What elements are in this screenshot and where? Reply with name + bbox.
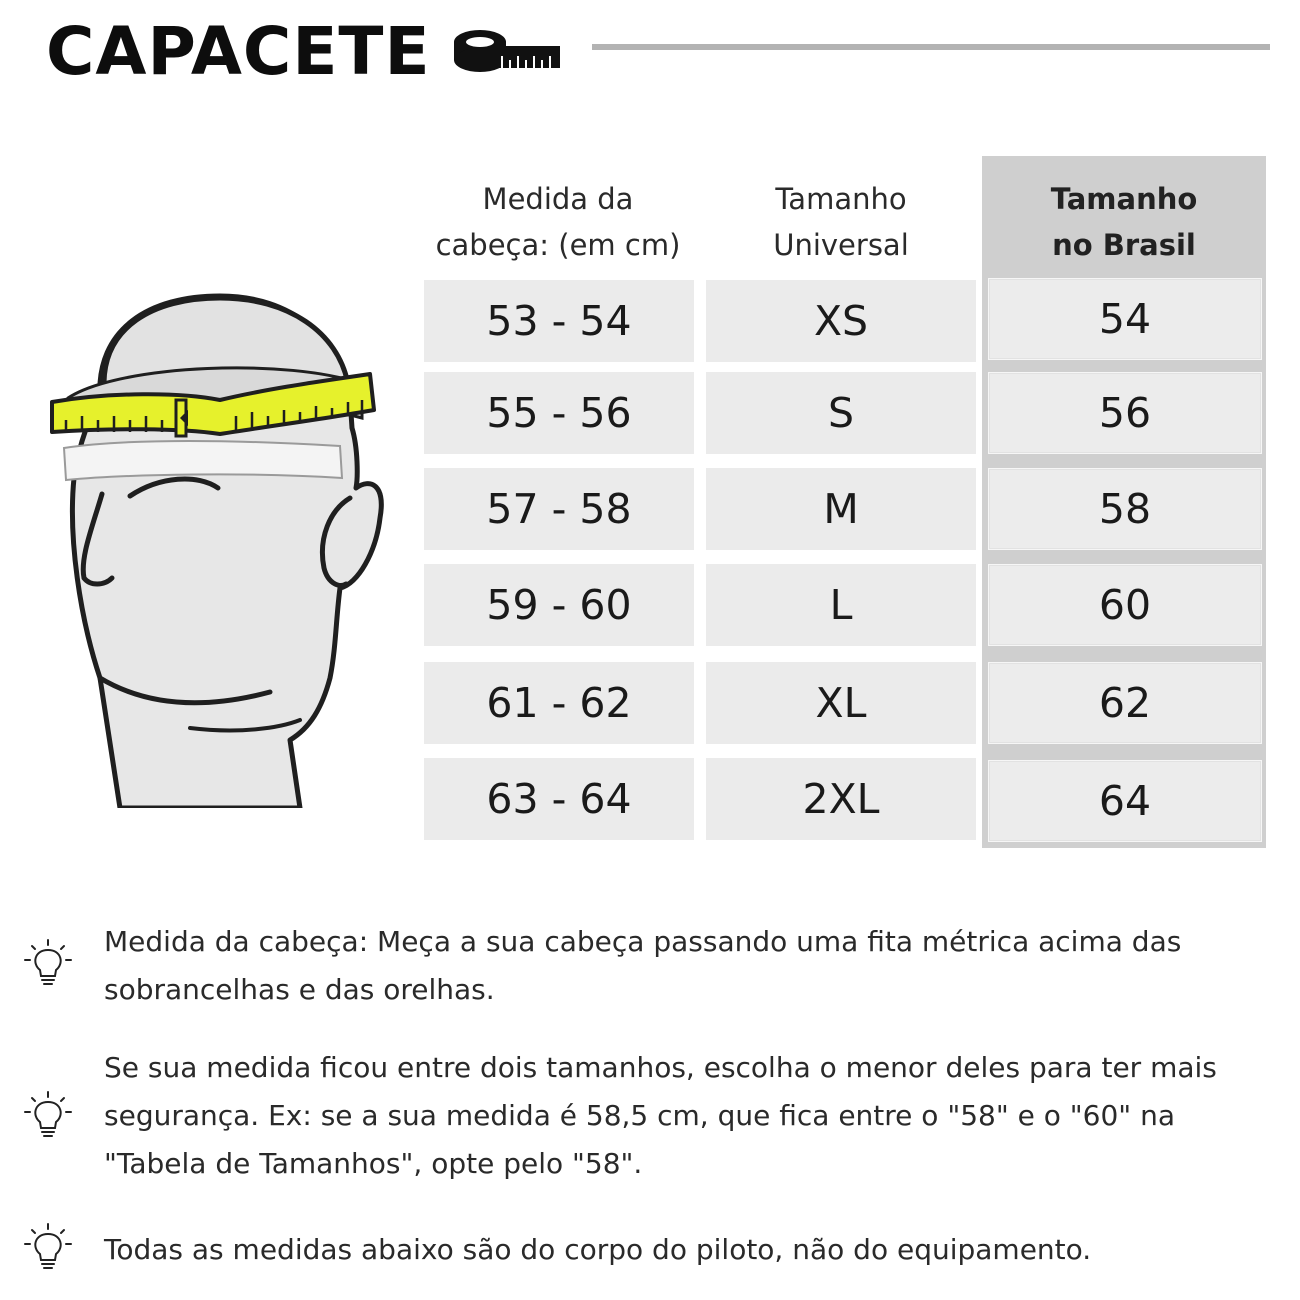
note-body-measurements: [104, 1226, 1091, 1274]
note-line: "Tabela de Tamanhos", opte pelo "58".: [104, 1147, 643, 1180]
header-head-measure: Medida da cabeça: (em cm): [435, 182, 681, 262]
header-universal-size: Tamanho Universal: [773, 182, 909, 262]
note-between-sizes: [104, 1044, 1217, 1188]
header-brasil-size: Tamanho no Brasil: [1050, 182, 1198, 262]
cell-universal: XL: [706, 662, 976, 744]
lightbulb-icon: [22, 1088, 74, 1144]
cell-universal: M: [706, 468, 976, 550]
cell-universal: 2XL: [706, 758, 976, 840]
cell-brasil: 54: [988, 278, 1262, 360]
cell-universal: S: [706, 372, 976, 454]
cell-brasil: 56: [988, 372, 1262, 454]
cell-measure: 55 - 56: [424, 372, 694, 454]
cell-brasil: 60: [988, 564, 1262, 646]
cell-universal: XS: [706, 280, 976, 362]
lightbulb-icon: [22, 1220, 74, 1276]
note-line: sobrancelhas e das orelhas.: [104, 973, 495, 1006]
page-title: CAPACETE: [46, 13, 431, 90]
cell-brasil: 64: [988, 760, 1262, 842]
cell-brasil: 58: [988, 468, 1262, 550]
head-measurement-illustration: [40, 288, 390, 808]
size-table: [420, 156, 1270, 850]
cell-measure: 63 - 64: [424, 758, 694, 840]
title-divider: [592, 44, 1270, 50]
cell-universal: L: [706, 564, 976, 646]
note-head-measure: [104, 918, 1181, 1014]
cell-measure: 61 - 62: [424, 662, 694, 744]
cell-brasil: 62: [988, 662, 1262, 744]
note-line: Se sua medida ficou entre dois tamanhos, escolha o menor deles para ter mais: [104, 1051, 1217, 1084]
cell-measure: 53 - 54: [424, 280, 694, 362]
note-line: Todas as medidas abaixo são do corpo do piloto, não do equipamento.: [104, 1233, 1092, 1266]
measuring-tape-icon: [452, 24, 564, 76]
lightbulb-icon: [22, 936, 74, 992]
note-line: Medida da cabeça: Meça a sua cabeça passando uma fita métrica acima das: [104, 925, 1182, 958]
cell-measure: 59 - 60: [424, 564, 694, 646]
cell-measure: 57 - 58: [424, 468, 694, 550]
note-line: segurança. Ex: se a sua medida é 58,5 cm, que fica entre o "58" e o "60" na: [104, 1099, 1175, 1132]
